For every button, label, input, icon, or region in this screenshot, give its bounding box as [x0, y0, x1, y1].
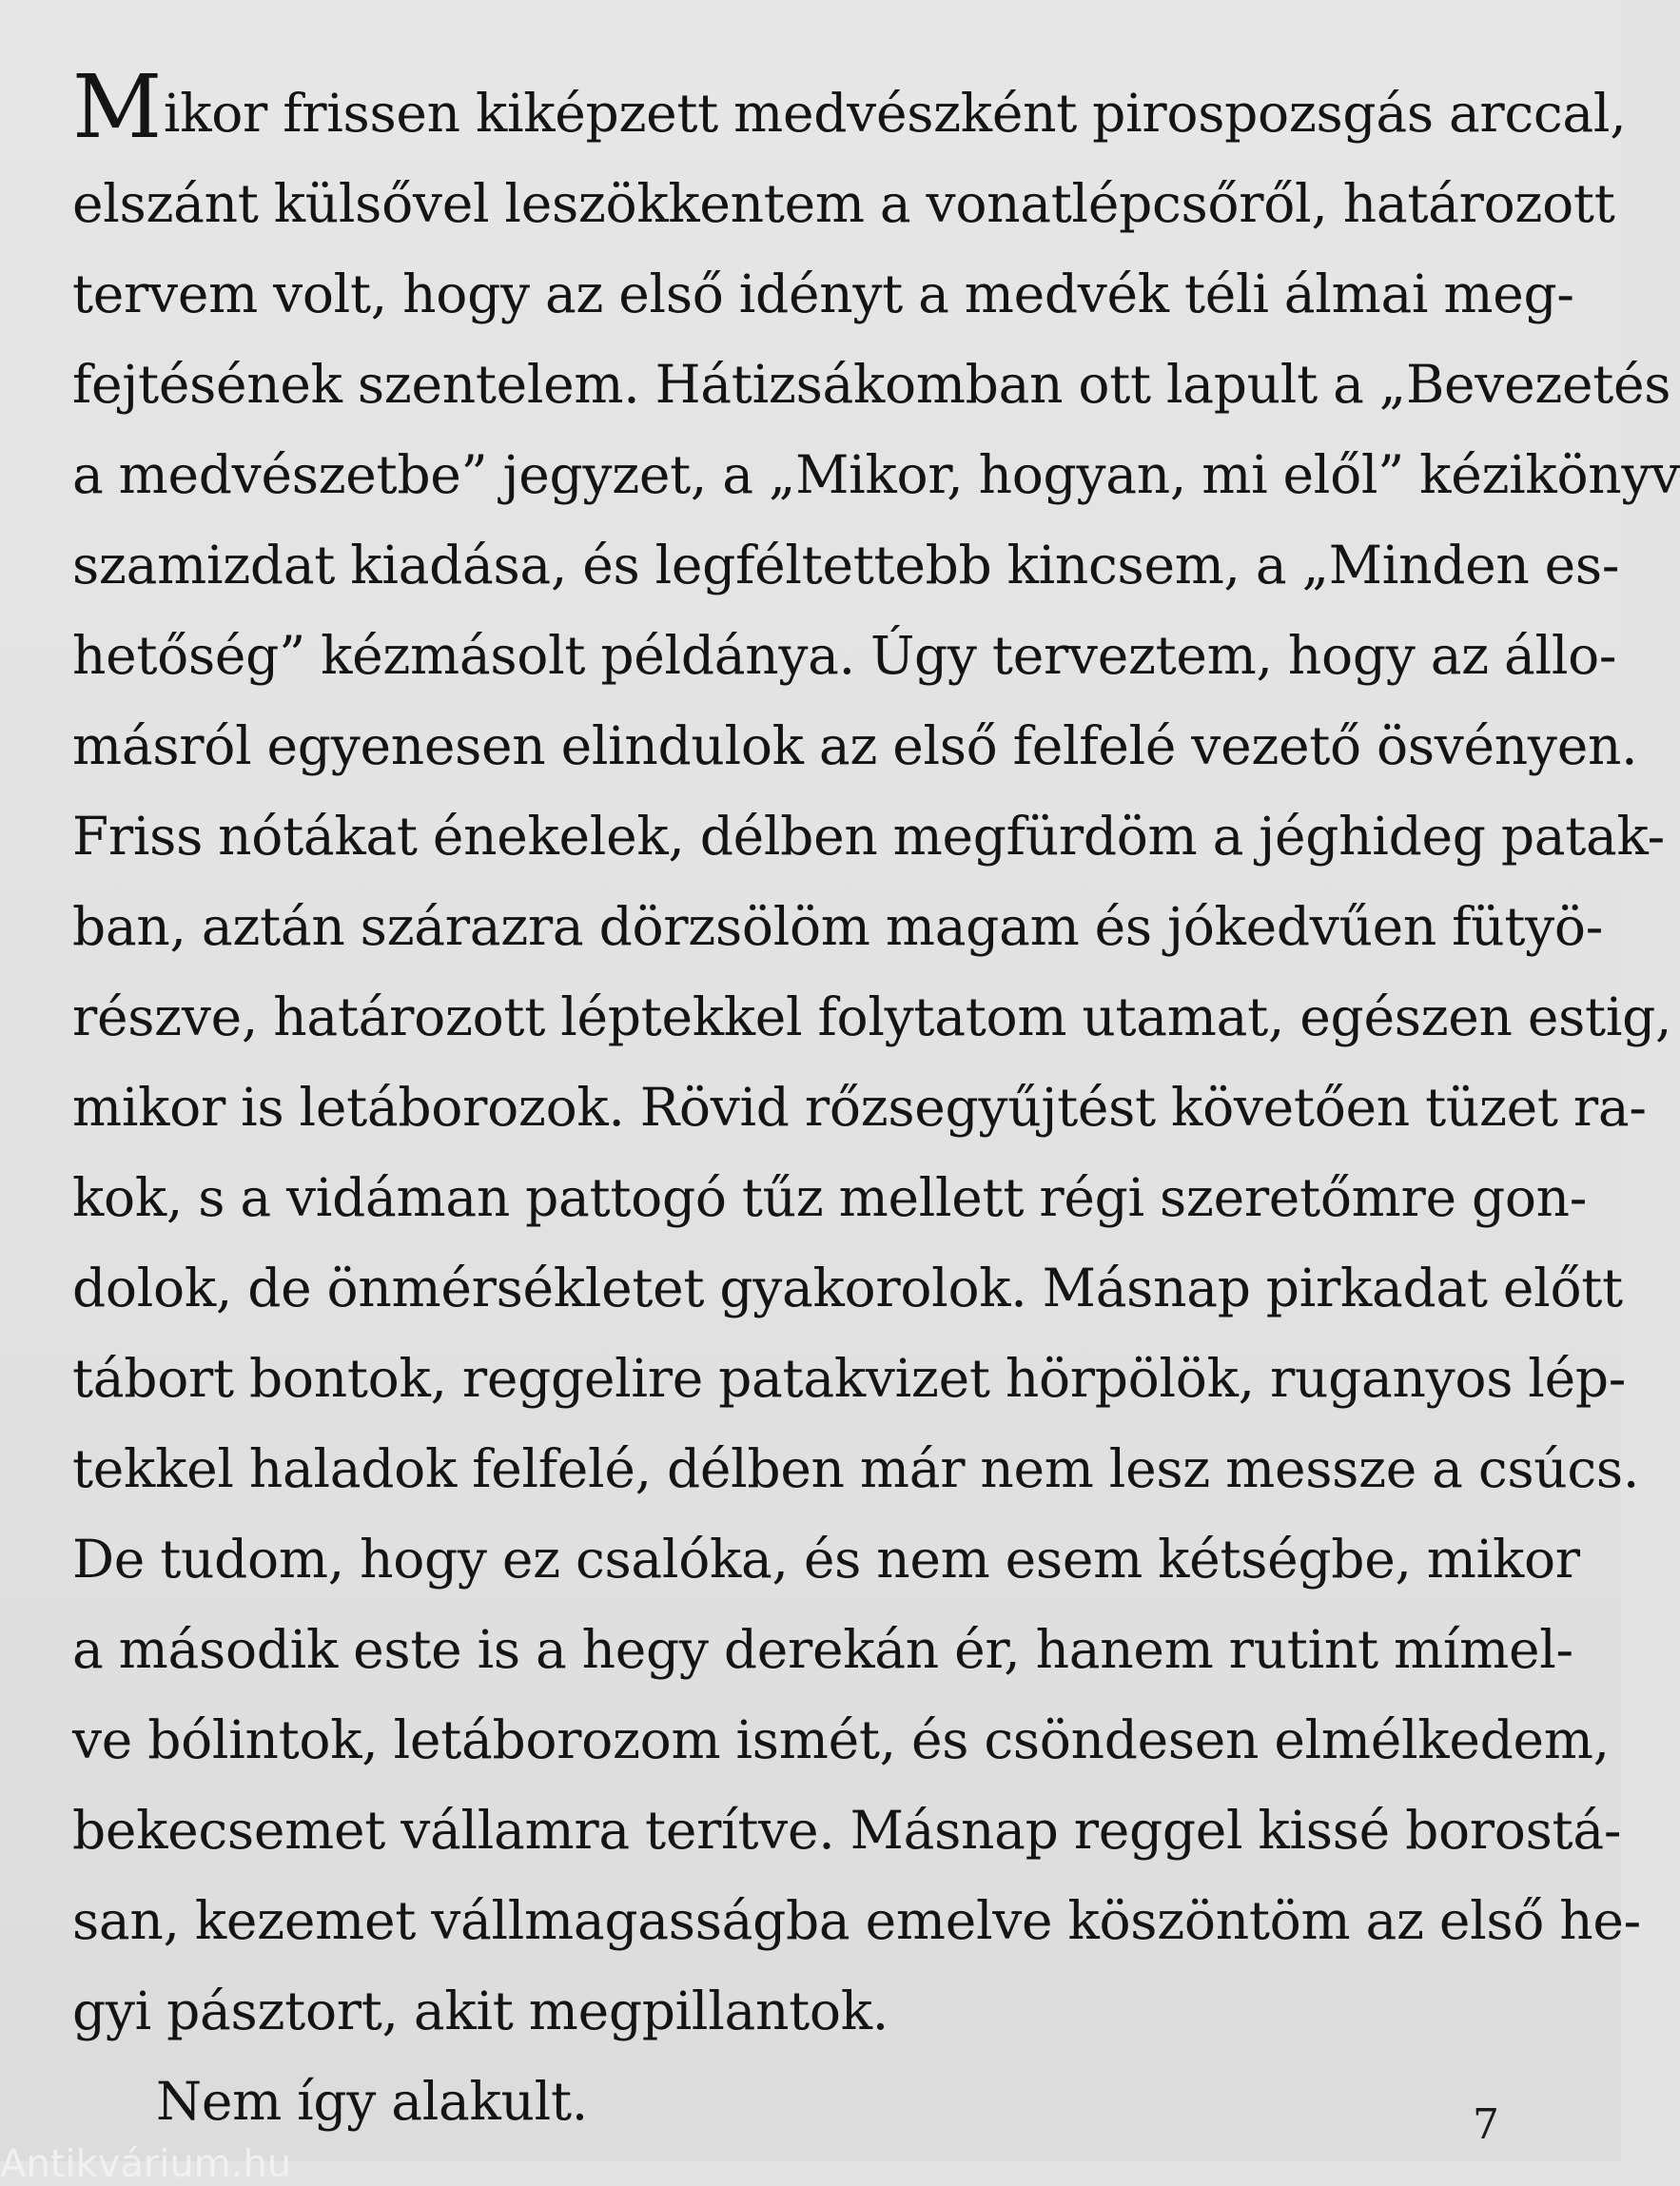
- text-line: mikor is letáborozok. Rövid rőzsegyűjtést követően tüzet ra-: [72, 1077, 1647, 1138]
- drop-cap: M: [72, 56, 162, 158]
- text-line: fejtésének szentelem. Hátizsákomban ott lapult a „Bevezetés: [72, 354, 1671, 415]
- text-line: hetőség” kézmásolt példánya. Úgy terveztem, hogy az állo-: [72, 625, 1617, 686]
- text-line: tervem volt, hogy az első idényt a medvék téli álmai meg-: [72, 263, 1574, 324]
- text-line: san, kezemet vállmagasságba emelve köszöntöm az első he-: [72, 1890, 1641, 1951]
- body-text: [72, 56, 1680, 2147]
- text-line: gyi pásztort, akit megpillantok.: [72, 1981, 889, 2041]
- text-line: ve bólintok, letáborozom ismét, és csöndesen elmélkedem,: [72, 1709, 1610, 1770]
- watermark: Antikvárium.hu: [0, 2142, 292, 2186]
- text-line: Mikor frissen kiképzett medvészként pirospozsgás arccal,: [72, 56, 1627, 158]
- text-line: a második este is a hegy derekán ér, hanem rutint mímel-: [72, 1619, 1573, 1680]
- text-line: másról egyenesen elindulok az első felfelé vezető ösvényen.: [72, 715, 1638, 776]
- text-line: De tudom, hogy ez csalóka, és nem esem kétségbe, mikor: [72, 1529, 1580, 1590]
- text-line: szamizdat kiadása, és legféltettebb kincsem, a „Minden es-: [72, 535, 1620, 595]
- text-line: elszánt külsővel leszökkentem a vonatlépcsőről, határozott: [72, 173, 1615, 234]
- text-line: a medvészetbe” jegyzet, a „Mikor, hogyan, mi elől” kézikönyv: [72, 444, 1680, 505]
- text-line: részve, határozott léptekkel folytatom utamat, egészen estig,: [72, 986, 1672, 1047]
- page-number: 7: [1473, 2100, 1499, 2149]
- text-line: bekecsemet vállamra terítve. Másnap reggel kissé borostá-: [72, 1800, 1622, 1861]
- text-line: dolok, de önmérsékletet gyakorolok. Másnap pirkadat előtt: [72, 1258, 1623, 1318]
- text-line: kok, s a vidáman pattogó tűz mellett régi szeretőmre gon-: [72, 1167, 1588, 1228]
- text-line: Friss nótákat énekelek, délben megfürdöm a jéghideg patak-: [72, 806, 1665, 867]
- text-line: tekkel haladok felfelé, délben már nem lesz messze a csúcs.: [72, 1438, 1640, 1499]
- closing-sentence: Nem így alakult.: [156, 2071, 588, 2132]
- text-line: ban, aztán szárazra dörzsölöm magam és jókedvűen fütyö-: [72, 896, 1604, 957]
- text-line: tábort bontok, reggelire patakvizet hörpölök, ruganyos lép-: [72, 1348, 1627, 1409]
